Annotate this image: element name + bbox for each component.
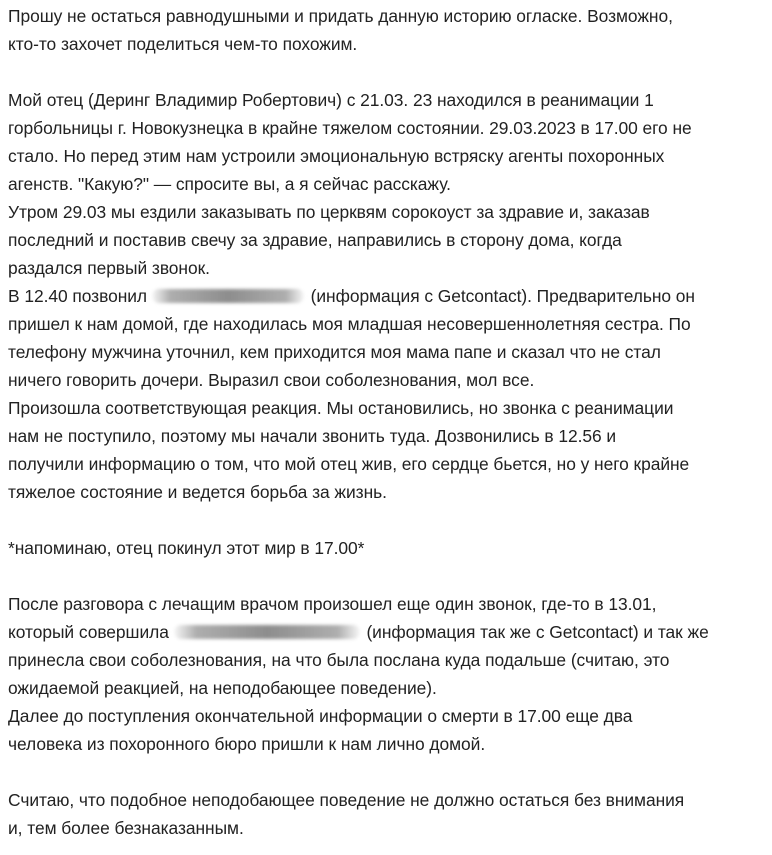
redacted-name-blur — [174, 625, 360, 639]
paragraph-gap — [8, 58, 766, 86]
text-line: Далее до поступления окончательной информации о смерти в 17.00 еще два — [8, 706, 633, 726]
text-line: человека из похоронного бюро пришли к нам лично домой. — [8, 734, 486, 754]
text-line: ничего говорить дочери. Выразил свои соболезнования, мол все. — [8, 370, 535, 390]
text-line-call-1 — [8, 282, 766, 310]
reminder-note: *напоминаю, отец покинул этот мир в 17.00* — [8, 538, 365, 558]
text-line-call-2 — [8, 618, 766, 646]
paragraph-gap — [8, 758, 766, 786]
paragraph-gap — [8, 506, 766, 534]
text-line: ожидаемой реакцией, на неподобающее поведение). — [8, 678, 437, 698]
text-line: тяжелое состояние и ведется борьба за жизнь. — [8, 482, 387, 502]
call-2-before: который совершила — [8, 622, 169, 642]
text-line: агенств. "Какую?" — спросите вы, а я сейчас расскажу. — [8, 174, 451, 194]
text-line: После разговора с лечащим врачом произошел еще один звонок, где-то в 13.01, — [8, 594, 657, 614]
paragraph-gap — [8, 562, 766, 590]
text-line: пришел к нам домой, где находилась моя младшая несовершеннолетняя сестра. По — [8, 314, 691, 334]
text-line: стало. Но перед этим нам устроили эмоциональную встряску агенты похоронных — [8, 146, 665, 166]
call-1-before: В 12.40 позвонил — [8, 286, 148, 306]
text-line: принесла свои соболезнования, на что была послана куда подальше (считаю, это — [8, 650, 670, 670]
call-2-after: (информация так же с Getcontact) и так же — [366, 622, 709, 642]
text-line: телефону мужчина уточнил, кем приходится моя мама папе и сказал что не стал — [8, 342, 661, 362]
text-line: Считаю, что подобное неподобающее поведение не должно остаться без внимания — [8, 790, 685, 810]
text-line: Прошу не остаться равнодушными и придать данную историю огласке. Возможно, — [8, 6, 673, 26]
text-line: Утром 29.03 мы ездили заказывать по церквям сорокоуст за здравие и, заказав — [8, 202, 650, 222]
text-line: и, тем более безнаказанным. — [8, 818, 244, 838]
text-line: последний и поставив свечу за здравие, направились в сторону дома, когда — [8, 230, 622, 250]
text-line: Произошла соответствующая реакция. Мы остановились, но звонка с реанимации — [8, 398, 674, 418]
text-line: нам не поступило, поэтому мы начали звонить туда. Дозвонились в 12.56 и — [8, 426, 617, 446]
call-1-after: (информация с Getcontact). Предварительно он — [310, 286, 695, 306]
text-line: получили информацию о том, что мой отец жив, его сердце бьется, но у него крайне — [8, 454, 690, 474]
text-line: Мой отец (Деринг Владимир Робертович) с 21.03. 23 находился в реанимации 1 — [8, 90, 654, 110]
text-line: кто-то захочет поделиться чем-то похожим. — [8, 34, 358, 54]
text-line: горбольницы г. Новокузнецка в крайне тяжелом состоянии. 29.03.2023 в 17.00 его не — [8, 118, 692, 138]
redacted-name-blur — [152, 289, 304, 303]
text-line: раздался первый звонок. — [8, 258, 210, 278]
